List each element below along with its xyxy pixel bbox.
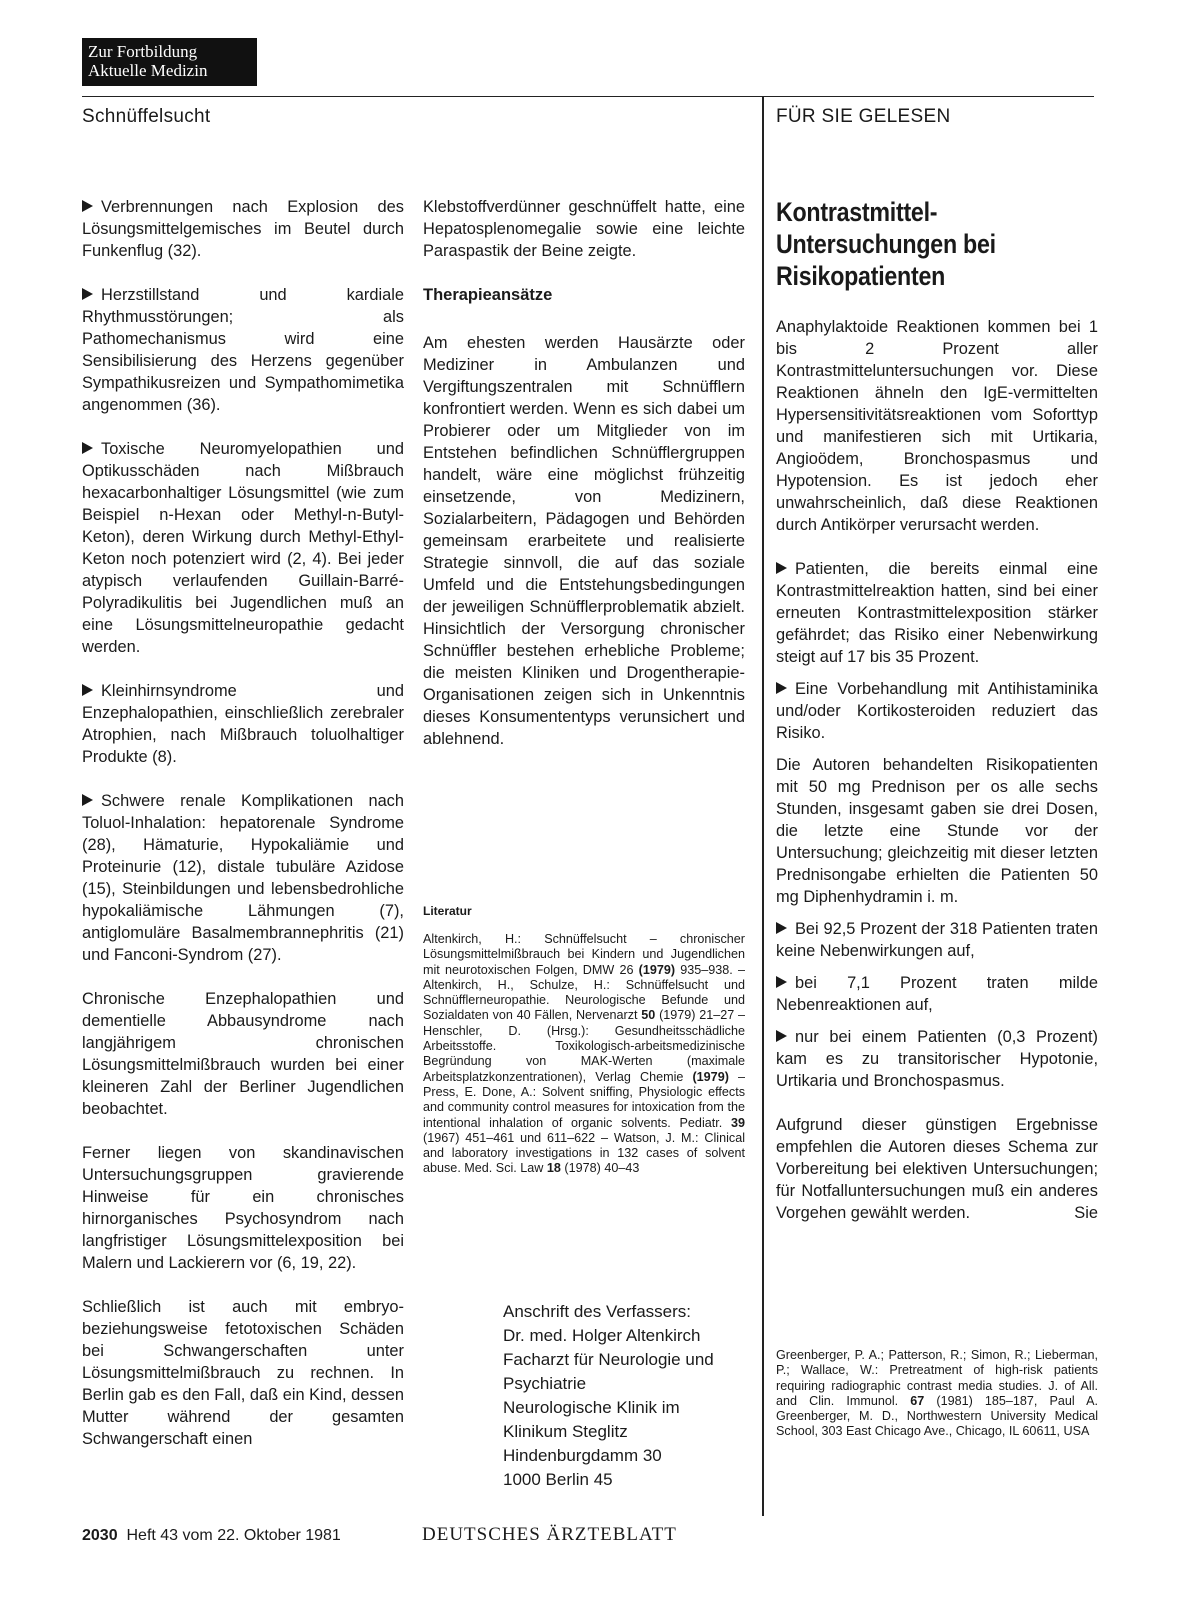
rubric-line-1: Zur Fortbildung — [88, 42, 198, 61]
body-paragraph: Ferner liegen von skandinavischen Untersuchungsgruppen gravierende Hinweise für ein chronisches hirnorganisches Psychosyndrom nach langfristiger Lösungsmittelexposition bei Malern und Lackierern vor (6, 19, 22). — [82, 1144, 404, 1272]
address-line: Neurologische Klinik im — [503, 1398, 680, 1417]
triangle-bullet-icon — [82, 442, 93, 454]
section-title-right: FÜR SIE GELESEN — [776, 106, 951, 127]
bullet-paragraph: Eine Vorbehandlung mit Antihistaminika und/oder Kortikosteroiden reduziert das Risiko. — [776, 680, 1098, 742]
literature-heading: Literatur — [423, 904, 472, 918]
subheading-therapy: Therapieansätze — [423, 286, 553, 304]
body-paragraph: Am ehesten werden Hausärzte oder Mediziner in Ambulanzen und Vergiftungszentralen mit Schnüfflern konfrontiert werden. Wenn es sich dabei um Probierer oder um Mitglieder von im Entstehen befindlichen Schnüfflergruppen handelt, wäre eine möglichst frühzeitig einsetzende, von Medizinern, Sozialarbeitern, Pädagogen und Behörden gemeinsam erarbeitete und realisierte Strategie sinnvoll, die auf das soziale Umfeld und die Entstehungsbedingungen der jeweiligen Schnüfflerproblematik abzielt. Hinsichtlich der Versorgung chronischer Schnüffler bestehen erhebliche Probleme; die meisten Kliniken und Drogentherapie-Organisationen zeigen sich in Unkenntnis dieses Konsumententyps verunsichert und ablehnend. — [423, 334, 745, 748]
address-line: Facharzt für Neurologie und — [503, 1350, 714, 1369]
address-line: 1000 Berlin 45 — [503, 1470, 613, 1489]
bullet-paragraph: Herzstillstand und kardiale Rhythmusstörungen; als Pathomechanismus wird eine Sensibilisierung des Herzens gegenüber Sympathikusreizen und Sympathomimetika angenommen (36). — [82, 286, 404, 414]
body-paragraph: Chronische Enzephalopathien und dementielle Abbausyndrome nach langjährigem chronischen Lösungsmittelmißbrauch wurden bei einer kleineren Zahl der Berliner Jugendlichen beobachtet. — [82, 990, 404, 1118]
section-title-left: Schnüffelsucht — [82, 106, 211, 127]
bullet-paragraph: bei 7,1 Prozent traten milde Nebenreaktionen auf, — [776, 974, 1098, 1014]
body-paragraph: Schließlich ist auch mit embryo- beziehungsweise fetotoxischen Schäden bei Schwangerschaften unter Lösungsmittelmißbrauch zu rechnen. In Berlin gab es den Fall, daß ein Kind, dessen Mutter während der gesamten Schwangerschaft einen — [82, 1298, 404, 1448]
triangle-bullet-icon — [82, 200, 93, 212]
journal-name: DEUTSCHES ÄRZTEBLATT — [422, 1524, 677, 1545]
bullet-paragraph: Patienten, die bereits einmal eine Kontrastmittelreaktion hatten, sind bei einer erneuten Kontrastmittelexposition stärker gefährdet; das Risiko einer Nebenwirkung steigt auf 17 bis 35 Prozent. — [776, 560, 1098, 666]
bullet-paragraph: Toxische Neuromyelopathien und Optikusschäden nach Mißbrauch hexacarbonhaltiger Lösungsmittel (wie zum Beispiel n-Hexan oder Methyl-n-Butyl-Keton), deren Wirkung durch Methyl-Ethyl-Keton noch potenziert wird (2, 4). Bei jeder atypisch verlaufenden Guillain-Barré-Polyradikulitis bei Jugendlichen muß an eine Lösungsmittelneuropathie gedacht werden. — [82, 440, 404, 656]
body-paragraph: Klebstoffverdünner geschnüffelt hatte, eine Hepatosplenomegalie sowie eine leichte Paraspastik der Beine zeigte. — [423, 198, 745, 260]
triangle-bullet-icon — [82, 288, 93, 300]
triangle-bullet-icon — [82, 684, 93, 696]
column-3 — [776, 196, 1098, 1246]
article-headline: Kontrastmittel-Untersuchungen bei Risikopatienten — [776, 197, 996, 291]
author-address — [503, 1300, 753, 1492]
rubric-line-2: Aktuelle Medizin — [88, 61, 208, 80]
body-paragraph: Die Autoren behandelten Risikopatienten mit 50 mg Prednison per os alle sechs Stunden, insgesamt gaben sie drei Dosen, die letzte eine Stunde vor der Untersuchung; gleichzeitig mit dieser letzten Prednisongabe erhielten die Patienten 50 mg Diphenhydramin i. m. — [776, 756, 1098, 906]
triangle-bullet-icon — [776, 976, 787, 988]
top-rule — [82, 96, 1094, 97]
literature-list: Altenkirch, H.: Schnüffelsucht – chronischer Lösungsmittelmißbrauch bei Kindern und Jugendlichen mit neurotoxischen Folgen, DMW 26 (1979) 935–938. – Altenkirch, H., Schulze, H.: Schnüffelsucht und Schnüfflerneuropathie. Neurologische Befunde und Sozialdaten von 40 Fällen, Nervenarzt 50 (1979) 21–27 – Henschler, D. (Hrsg.): Gesundheitsschädliche Arbeitsstoffe. Toxikologisch-arbeitsmedizinische Begründung von MAK-Werten (maximale Arbeitsplatzkonzentrationen), Verlag Chemie (1979) – Press, E. Done, A.: Solvent sniffing, Physiologic effects and community control measures for intoxication from the intentional inhalation of organic solvents. Pediatr. 39 (1967) 451–461 und 611–622 – Watson, J. M.: Clinical and laboratory investigations in 132 cases of solvent abuse. Med. Sci. Law 18 (1978) 40–43 — [423, 932, 746, 1176]
column-divider — [762, 96, 764, 1516]
address-line: Hindenburgdamm 30 — [503, 1446, 662, 1465]
triangle-bullet-icon — [776, 682, 787, 694]
bullet-paragraph: Kleinhirnsyndrome und Enzephalopathien, einschließlich zerebraler Atrophien, nach Mißbrauch toluolhaltiger Produkte (8). — [82, 682, 404, 766]
triangle-bullet-icon — [776, 1030, 787, 1042]
column-1 — [82, 196, 404, 1472]
body-paragraph: Anaphylaktoide Reaktionen kommen bei 1 bis 2 Prozent aller Kontrastmitteluntersuchungen vor. Diese Reaktionen ähneln den IgE-vermittelten Hypersensitivitätsreaktionen vom Soforttyp und manifestieren sich mit Urtikaria, Angioödem, Bronchospasmus und Hypotension. Es ist jedoch eher unwahrscheinlich, daß diese Reaktionen durch Antikörper verursacht werden. — [776, 318, 1098, 534]
address-line: Anschrift des Verfassers: — [503, 1302, 692, 1321]
column-2 — [423, 196, 745, 772]
signature-sie: Sie — [1074, 1204, 1098, 1222]
issue-info: Heft 43 vom 22. Oktober 1981 — [126, 1527, 341, 1544]
address-line: Psychiatrie — [503, 1374, 587, 1393]
rubric-badge — [82, 38, 257, 86]
triangle-bullet-icon — [776, 562, 787, 574]
body-paragraph: Aufgrund dieser günstigen Ergebnisse empfehlen die Autoren dieses Schema zur Vorbereitung bei elektiven Untersuchungen; für Notfalluntersuchungen muß ein anderes Vorgehen gewählt werden. Sie — [776, 1116, 1098, 1222]
triangle-bullet-icon — [776, 922, 787, 934]
bullet-paragraph: Bei 92,5 Prozent der 318 Patienten traten keine Nebenwirkungen auf, — [776, 920, 1098, 960]
address-line: Dr. med. Holger Altenkirch — [503, 1326, 701, 1345]
bullet-paragraph: Schwere renale Komplikationen nach Toluol-Inhalation: hepatorenale Syndrome (28), Hämaturie, Hypokaliämie und Proteinurie (12), distale tubuläre Azidose (15), Steinbildungen und lebensbedrohliche hypokaliämische Lähmungen (7), antiglomuläre Basalmembrannephritis (21) und Fanconi-Syndrom (27). — [82, 792, 404, 964]
bullet-paragraph: nur bei einem Patienten (0,3 Prozent) kam es zu transitorischer Hypotonie, Urtikaria und Bronchospasmus. — [776, 1028, 1098, 1090]
reference-right: Greenberger, P. A.; Patterson, R.; Simon, R.; Lieberman, P.; Wallace, W.: Pretreatment of high-risk patients requiring radiographic contrast media studies. J. of All. and Clin. Immunol. 67 (1981) 185–187, Paul A. Greenberger, M. D., Northwestern University Medical School, 303 East Chicago Ave., Chicago, IL 60611, USA — [776, 1348, 1098, 1439]
bullet-paragraph: Verbrennungen nach Explosion des Lösungsmittelgemisches im Beutel durch Funkenflug (32). — [82, 198, 404, 260]
address-line: Klinikum Steglitz — [503, 1422, 628, 1441]
triangle-bullet-icon — [82, 794, 93, 806]
footer-issue — [82, 1527, 341, 1545]
page-number: 2030 — [82, 1527, 118, 1544]
